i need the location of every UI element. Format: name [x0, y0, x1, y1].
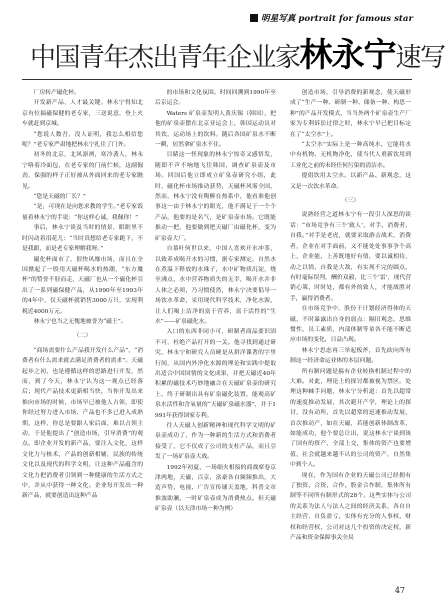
section-header: [248, 11, 413, 24]
paragraph: 入口的东西非同小可，研制者商品要识固不可，杜绝产品打开的一关。他寻找到通过研究，林永宁和研究人员硬是从拼洋课著的字里行间，从国内外净化水源的理论和实践中提取出适合中国国情的文化成果，并把天磁近40年积累的磁技术巧妙地融合在天磁矿泉壶的研究上，终于研制出具有矿泉磁化装置，能观高矿泉水活性和含氧量的“天磁矿泉磁水器”，并于1991年获得国家专利。: [155, 329, 276, 419]
paragraph: 创造市场，引导消费的新观念，使天磁形成了“生产一种、研制一种、储备一种、构思一种”的产品开发模式，当当外两个矿泉壶生产厂家为专利诉讼过律之时，林永宁早已把目标定在了“太空水”上。: [290, 90, 411, 138]
paragraph: 开发新产品，人才最关键。林永宁得知北京有位搞磁保健的老专家，三送说意，登上火车就赶到京城。: [22, 100, 143, 128]
paragraph: 1992年初夏，一场细火相接的商战席卷京津两地，天磁，百京，富豪各自频频推出，大造声势，电视、广告宣传铺天盖地，科普文章推波助澜，一时矿泉壶成为消费热点。但天磁矿泉壶（以天津市场一种为例）: [155, 464, 276, 513]
paragraph: 目睹这一怪现象的林永宁惊奇又感悟发，随即不声不响地飞往韩国，调查矿泉壶及市场。回国后他立即成立矿泉壶研究小组，此时，磁化杯市场推动获势，天磁杯风雾全国，然而，林永宁没有陶醉在热系中，他看准他创事这一由于林永宁的眼光，他不满足于一个个产品，他要的是名气，是矿泉壶市场。它既能推动一把，他要做到把天磁厂由磁化杯，变为矿泉壶大厂。: [155, 152, 276, 242]
text-column-2: [155, 88, 276, 583]
article-title: [30, 27, 445, 74]
paragraph: 说熟经营之道林永宁有一段引人深思的谈话：“市场竞争有三个‘致人’，对手、消费者、自我。”对手是老虎，就要采取游击战术，消费者，企业在对手面前，又不能处处事事争个高上，企业能，上善既地好有情，要以诚相待，动之以情、自我是大敌，有实现不完的圆点，有时毫际误判，酬价双毅，比三个‘雷’，现代营销心策，时时处，都有外的致人，才能战胜对手，赢得消费者。: [290, 212, 411, 302]
paragraph: 的市场和文化氛围。时间回溯到1990年至后京运会。: [155, 90, 276, 107]
page-number: 47: [394, 586, 405, 595]
title-prefix: 中国青年杰出青年企业家: [30, 43, 300, 73]
paragraph: “商场需要什么产品我开发什么产品”，“消费者有什么需求就去满足消费者的需求”。天磁起步之初，也是遵循这样的思路进行开发，然而，到了今天，林永宁认为这一观点已经落后；现代产品技术更新相当快，当你开发出来推向市场的时候，市场早已被他人占领，即使你经过努力进入市场，产品也不多已进入成熟期，这样，你总是要跟人家后面，难以占领主动，于是他提出了“创造市场，引导消费”的观点。即企业开发的新产品，要注入文化，这样文化力与核术，产品的创新相辅，民族的传统文化以及现代的科学文明，让这种产品蕴含的文化力把消费者引领到一种健康的生活方式之中，并从中获得一种文化。企业每开发出一种新产品，就要创造出这种产品: [22, 347, 143, 500]
paragraph: “您说人数吾，没人证明，我怎么相信您呢？”老专家严肃地把林永宁扎住了门外。: [22, 131, 143, 149]
paragraph: 自慕叶何世以来，中国人喜欢开水冲茶，以致养成喝开水的习惯，据专家测定，自然水在煮温下释放的水珠子，水中矿物质沉淀，烧至沸点，水中营养物质失的无幸，喝开水并非人体之必须，乃习惯使然，林永宁决要倡导一场饮水革命，采用现代科学技术，净化水源，让人们喝上洁净的富于营养，富于活性的“生水”——矿泉磁化水。: [155, 246, 276, 325]
paragraph: 往人天磁人创新精神和现代科学文明的矿泉壶成功了，作为一种新的生活方式和消费者接受了，它不仅成了公司的支柱产品，而且引发了一场矿泉壶大战。: [155, 423, 276, 461]
paragraph: 林永宁也当之无愧地被誉为“磁王”。: [33, 318, 127, 325]
section-heading: （二）: [73, 333, 92, 340]
text-column-1: [22, 88, 143, 583]
text-column-3: [290, 88, 411, 583]
paragraph: 初冬的北京，北风凛冽，寒冷袭人，林永宁咯着冷面包，在老专家的门前伫候，这副倔劲，保强的样子正好被从外面回来的老专家瞧见。: [22, 152, 143, 190]
title-divider: [22, 79, 412, 80]
paragraph: 林永宁思虑再三举起板斧，首先砍向所有制这一经济命运业体的本层问题。: [290, 347, 411, 365]
paragraph: 现在，作为国有企业的天磁公司已经拥有了独资、合资、合作、股金合作制，集体所有制等不同所有制形式的28个。这些实体与公司的关系为法人与法人之间的经济关系，各自自主经营，自负盈亏，实体有充分的人事权、财权和经营权，公司对这几个投资的决定权，新产品和资金保障事关全局: [290, 472, 411, 542]
paragraph: 磁化杯面市了，很快风靡市场，而且在全国掀起了一股用天磁杯喝水的热潮，“东方魔杯”的赞誉不胫而走，天磁厂也从一个磁化杯引出了一系列磁保健产品，从1990年至1993年的4年中，仅天磁杯就销售3000万只，实现利税近4000万元。: [22, 256, 143, 315]
paragraph: 所有制问题是搞有企业转换机制过程中的大难。对此，理论上的探讨都被视为禁区。处理这种棘手问题，林永宁分析道：首先以超常的速度推动发展，其次避开产学，理论上的探讨，没有动所，首先以超常的迅速推动发展，首次推动产，如在天磁，若能创新体制改革，如能成功，他个要总让出，说这林永宁谈到该了国有的资产，全部上交，集体的资产也要增值，社会就越来越不认的公司的资产，自然集中到个人。: [290, 368, 411, 469]
section-heading: （三）: [341, 198, 360, 205]
title-suffix: 速写: [395, 43, 445, 73]
paragraph: 提倡饮用太空水。以新产品、新观念，这又是一次饮水革命。: [290, 173, 411, 190]
paragraph: “太空水”实际上是一种高纯水，它能将水中有机物、无机物净化，使当代人重新饮用到工业化之前的未经任何污染的清洁水。: [290, 142, 411, 169]
paragraph: 厂房转产磁化杯。: [33, 90, 80, 96]
paragraph: “您是天磁的厂长？”: [33, 194, 86, 201]
section-label: 明星写真 portrait for famous star: [261, 13, 413, 24]
paragraph: “是，可现在是向您求教的学生。”老专家饭量着林永宁的手说：“你这样心诚，我佩你！”: [22, 204, 143, 221]
paragraph: 在市场竞争中，股份于计划经济得体的天磁，不时暴露出自身的弱点：隔旧观念，思维惯性，员工素质，内部体制等童各不能不断适应市场的变化，日益凸现。: [290, 306, 411, 344]
paragraph: 事后，林永宁谈及当时的情景，眼眶里不时闪动着泪花儿：“当时真想给老专家跪下，不是我跟，而是老专家理解我呀。”: [22, 225, 143, 253]
square-marker-icon: [250, 14, 258, 22]
title-name: 林永宁: [299, 35, 396, 74]
paragraph: Waters 矿泉壶发明人黄庆锡（韩国），把他的矿泉壶摆在北京亚运会上，韩国运动员对其饮，运动场上的饮料。随后各国矿泉水不断一瞬，居然拿矿泉水不住。: [155, 110, 276, 149]
